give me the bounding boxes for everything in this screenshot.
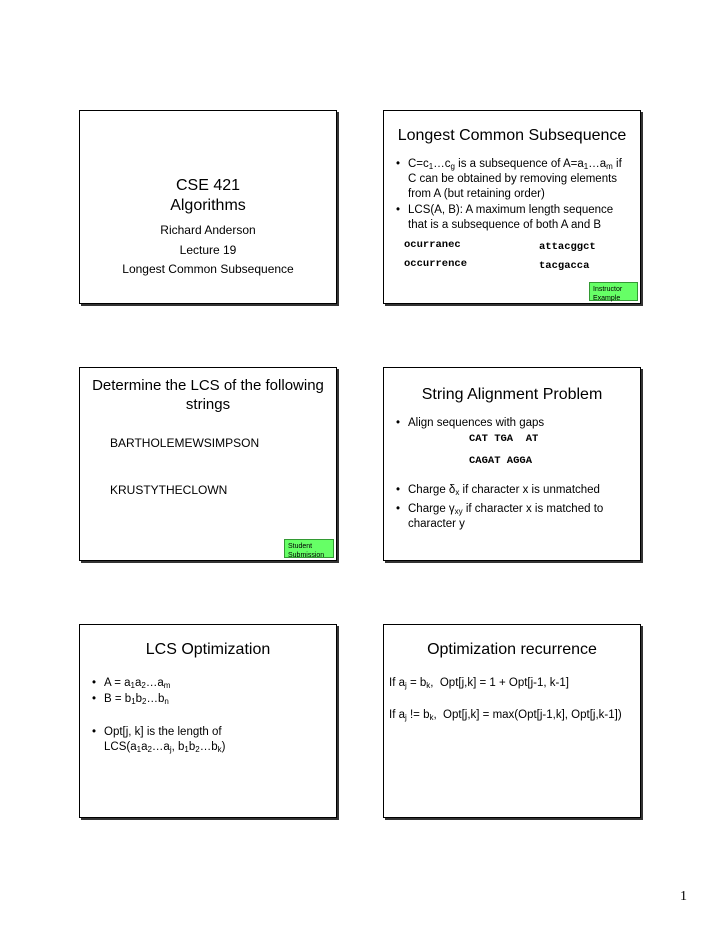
slide-lcs-definition xyxy=(383,110,641,304)
sequence-1: CAT TGA AT xyxy=(469,433,539,445)
bullet-dot: • xyxy=(396,417,401,429)
student-submission-badge: Student Submission xyxy=(284,539,334,558)
bullet-subsequence: • $C=c_1\dots c_g$ is a subsequence of $A=a_1\dots a_m$ if C can be obtained by removing elements from A (but retaining order) xyxy=(396,158,622,200)
sequence-2: CAGAT AGGA xyxy=(469,455,533,467)
recurrence-match: If $a_j = b_k$, Opt[j,k] = 1 + Opt[j-1, k-1] xyxy=(389,677,569,690)
slide-title: Determine the LCS of the following strings xyxy=(92,377,324,413)
example-right-1: attacggct xyxy=(539,241,596,253)
example-right-2: tacgacca xyxy=(539,260,590,272)
lecture-topic: Longest Common Subsequence xyxy=(122,262,294,276)
bullet-sequence-a: • $A = a_1a_2\dots a_m$ xyxy=(92,677,171,690)
slide-exercise xyxy=(79,367,337,561)
bullet-lcs: • LCS(A, B): A maximum length sequence that is a subsequence of both A and B xyxy=(396,204,614,231)
bullet-opt-definition: • Opt[j, k] is the length of $LCS(a_1a_2\dots a_j$, $b_1b_2\dots b_k$) xyxy=(92,726,226,754)
slide-title: LCS Optimization xyxy=(145,641,271,658)
example-left-1: ocurranec xyxy=(404,239,461,251)
author-name: Richard Anderson xyxy=(160,223,256,237)
bullet-dot: • xyxy=(396,158,401,170)
bullet-align: • Align sequences with gaps xyxy=(396,417,545,429)
bullet-dot: • xyxy=(396,204,401,216)
slide-title: Longest Common Subsequence xyxy=(397,127,627,144)
bullet-dot: • xyxy=(92,693,97,705)
bullet-dot: • xyxy=(396,484,401,496)
string-2: KRUSTYTHECLOWN xyxy=(110,483,228,497)
page-number: 1 xyxy=(680,889,687,904)
slide-recurrence xyxy=(383,624,641,818)
slide-title xyxy=(79,110,337,304)
bullet-charge-gamma: • Charge $\gamma_{xy}$ if character x is matched to character y xyxy=(396,503,604,530)
course-subject: Algorithms xyxy=(170,197,246,214)
bullet-charge-delta: • Charge $\delta_x$ if character x is unmatched xyxy=(396,484,600,497)
bullet-sequence-b: • $B = b_1b_2\dots b_n$ xyxy=(92,693,169,706)
slide-alignment xyxy=(383,367,641,561)
course-number: CSE 421 xyxy=(175,177,241,194)
string-1: BARTHOLEMEWSIMPSON xyxy=(110,436,260,450)
slide-title: Optimization recurrence xyxy=(427,641,597,658)
slide-lcs-optimization xyxy=(79,624,337,818)
bullet-dot: • xyxy=(92,677,97,689)
slide-title: String Alignment Problem xyxy=(421,386,603,403)
lecture-number: Lecture 19 xyxy=(179,243,237,257)
bullet-dot: • xyxy=(92,726,97,738)
recurrence-mismatch: If $a_j$ != $b_k$, Opt[j,k] = max(Opt[j-1,k], Opt[j,k-1]) xyxy=(389,709,622,722)
example-left-2: occurrence xyxy=(404,258,468,270)
bullet-dot: • xyxy=(396,503,401,515)
instructor-example-badge: Instructor Example xyxy=(589,282,638,301)
